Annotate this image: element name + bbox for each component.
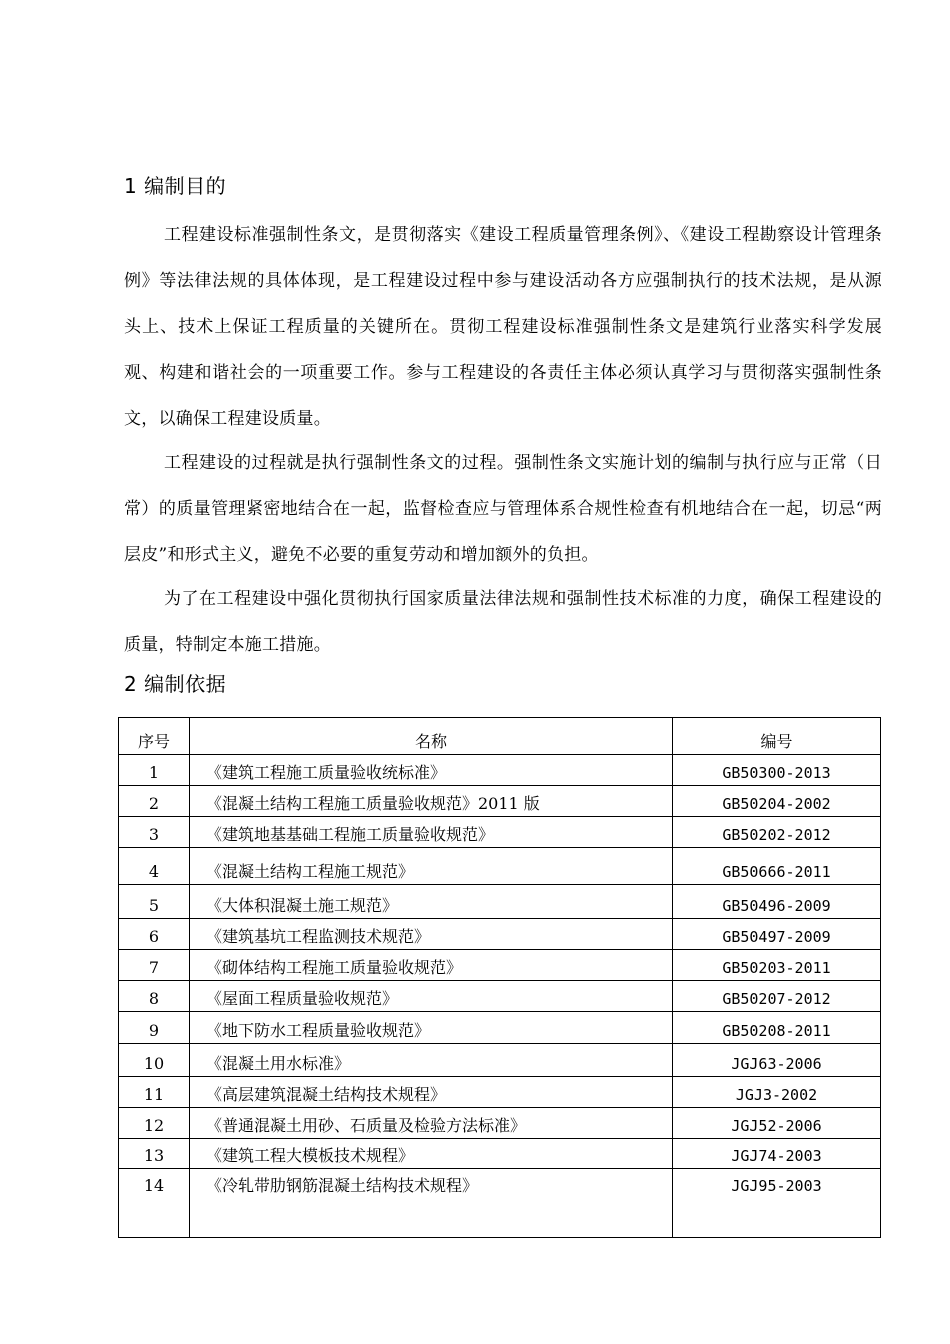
cell-code: GB50666-2011 [673, 848, 881, 885]
paragraph: 工程建设标准强制性条文，是贯彻落实《建设工程质量管理条例》、《建设工程勘察设计管理条例》等法律法规的具体体现，是工程建设过程中参与建设活动各方应强制执行的技术法规，是从源头上、技术上保证工程质量的关键所在。贯彻工程建设标准强制性条文是建筑行业落实科学发展观、构建和谐社会的一项重要工作。参与工程建设的各责任主体必须认真学习与贯彻落实强制性条文，以确保工程建设质量。 [124, 225, 882, 429]
paragraph: 工程建设的过程就是执行强制性条文的过程。强制性条文实施计划的编制与执行应与正常（日常）的质量管理紧密地结合在一起，监督检查应与管理体系合规性检查有机地结合在一起，切忌“两层皮”和形式主义，避免不必要的重复劳动和增加额外的负担。 [124, 453, 882, 565]
cell-name: 《建筑工程施工质量验收统标准》 [190, 755, 673, 786]
cell-index: 9 [119, 1012, 190, 1044]
table-row [119, 1077, 881, 1108]
cell-code: GB50203-2011 [673, 950, 881, 981]
cell-index: 6 [119, 919, 190, 950]
table-header-row [119, 718, 881, 755]
cell-code: GB50497-2009 [673, 919, 881, 950]
cell-code: GB50496-2009 [673, 885, 881, 919]
cell-index: 5 [119, 885, 190, 919]
section-heading-basis: 2 编制依据 [124, 672, 227, 696]
header-cell-code: 编号 [673, 718, 881, 755]
cell-name: 《混凝土用水标准》 [190, 1044, 673, 1077]
table-row [119, 885, 881, 919]
cell-name: 《砌体结构工程施工质量验收规范》 [190, 950, 673, 981]
cell-name: 《地下防水工程质量验收规范》 [190, 1012, 673, 1044]
table-row [119, 1139, 881, 1169]
cell-code: JGJ63-2006 [673, 1044, 881, 1077]
cell-name: 《冷轧带肋钢筋混凝土结构技术规程》 [190, 1169, 673, 1238]
cell-index: 4 [119, 848, 190, 885]
table-row [119, 981, 881, 1012]
table-row [119, 755, 881, 786]
paragraph: 为了在工程建设中强化贯彻执行国家质量法律法规和强制性技术标准的力度，确保工程建设的质量，特制定本施工措施。 [124, 589, 882, 655]
cell-index: 1 [119, 755, 190, 786]
table-row [119, 1044, 881, 1077]
cell-index: 13 [119, 1139, 190, 1169]
cell-name: 《高层建筑混凝土结构技术规程》 [190, 1077, 673, 1108]
reference-standards-table [118, 717, 881, 1238]
cell-index: 3 [119, 817, 190, 848]
table-row [119, 848, 881, 885]
cell-name: 《普通混凝土用砂、石质量及检验方法标准》 [190, 1108, 673, 1139]
cell-index: 12 [119, 1108, 190, 1139]
table-row [119, 786, 881, 817]
cell-index: 14 [119, 1169, 190, 1238]
cell-code: GB50204-2002 [673, 786, 881, 817]
cell-code: GB50202-2012 [673, 817, 881, 848]
cell-code: GB50208-2011 [673, 1012, 881, 1044]
header-cell-index: 序号 [119, 718, 190, 755]
cell-index: 8 [119, 981, 190, 1012]
table-row [119, 950, 881, 981]
cell-code: JGJ3-2002 [673, 1077, 881, 1108]
header-cell-name: 名称 [190, 718, 673, 755]
cell-name: 《大体积混凝土施工规范》 [190, 885, 673, 919]
cell-code: JGJ52-2006 [673, 1108, 881, 1139]
cell-name: 《屋面工程质量验收规范》 [190, 981, 673, 1012]
cell-index: 11 [119, 1077, 190, 1108]
cell-index: 7 [119, 950, 190, 981]
table-row [119, 817, 881, 848]
cell-name: 《混凝土结构工程施工规范》 [190, 848, 673, 885]
cell-code: JGJ95-2003 [673, 1169, 881, 1238]
table-row [119, 919, 881, 950]
cell-name: 《建筑地基基础工程施工质量验收规范》 [190, 817, 673, 848]
cell-name: 《建筑工程大模板技术规程》 [190, 1139, 673, 1169]
cell-code: GB50207-2012 [673, 981, 881, 1012]
cell-name: 《混凝土结构工程施工质量验收规范》2011 版 [190, 786, 673, 817]
table-row [119, 1169, 881, 1238]
cell-index: 10 [119, 1044, 190, 1077]
cell-name: 《建筑基坑工程监测技术规范》 [190, 919, 673, 950]
table-row [119, 1108, 881, 1139]
cell-code: GB50300-2013 [673, 755, 881, 786]
table-row [119, 1012, 881, 1044]
cell-code: JGJ74-2003 [673, 1139, 881, 1169]
cell-index: 2 [119, 786, 190, 817]
section-heading-purpose: 1 编制目的 [124, 174, 227, 198]
